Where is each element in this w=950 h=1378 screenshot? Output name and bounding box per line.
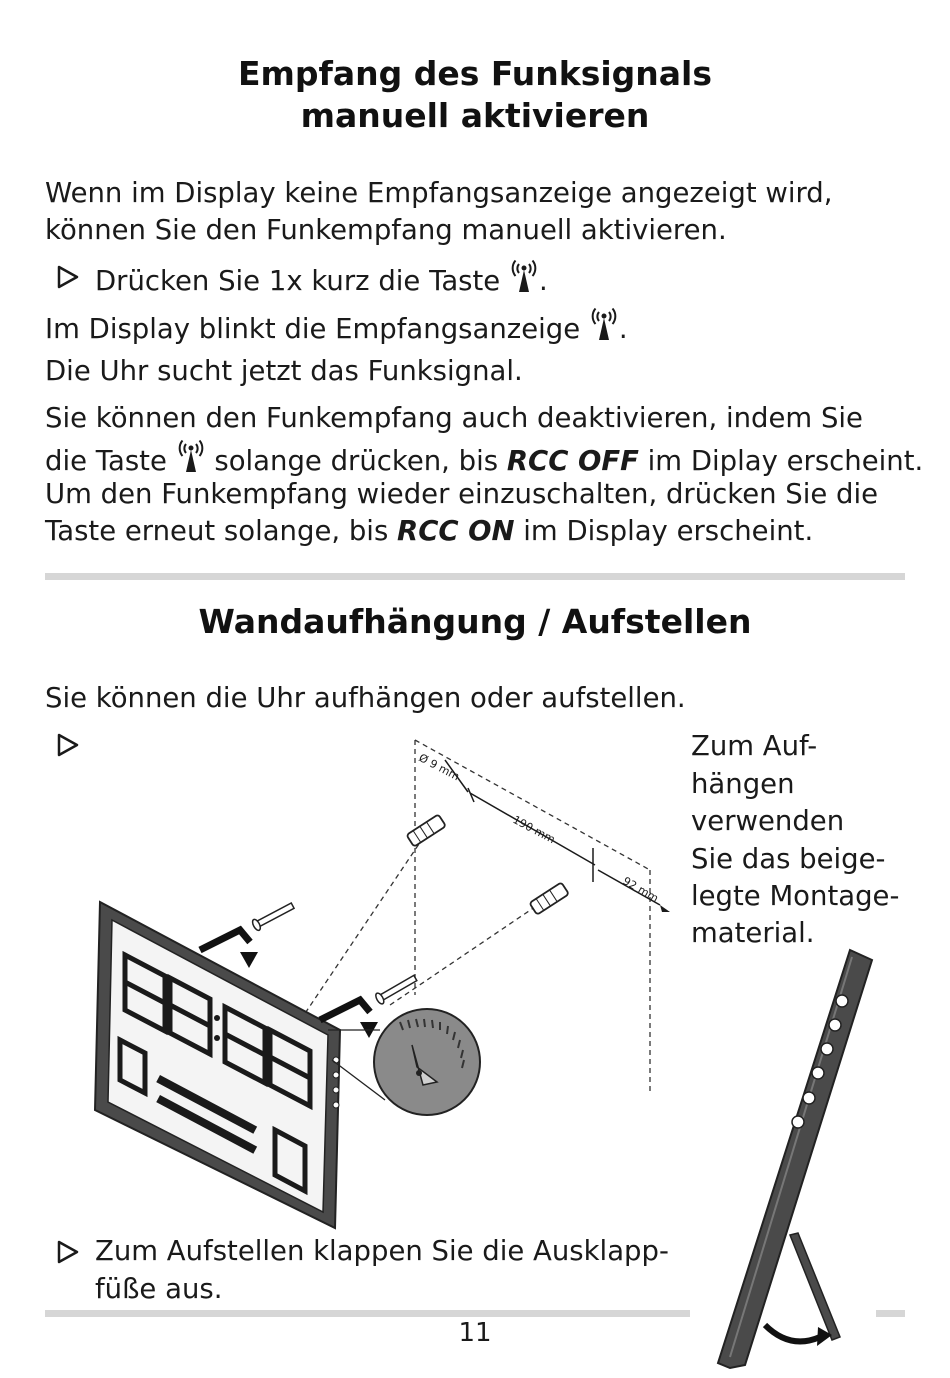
reactivate-line1: Um den Funkempfang wieder einzuschalten, drücken Sie die	[45, 478, 879, 510]
step-triangle-icon	[55, 732, 81, 758]
section2-intro: Sie können die Uhr aufhängen oder aufstellen.	[45, 682, 686, 714]
intro-line1: Wenn im Display keine Empfangsanzeige angezeigt wird,	[45, 177, 833, 209]
mounting-slot-detail	[328, 1009, 480, 1115]
screw-icon	[251, 900, 295, 931]
page-number: 11	[458, 1318, 492, 1348]
step1-text	[95, 258, 548, 301]
hang-line-1: Zum Auf-	[691, 730, 818, 762]
deactivate-b: solange drücken, bis	[214, 445, 499, 477]
width-dimension-label: 190 mm	[510, 813, 558, 847]
search-text: Die Uhr sucht jetzt das Funksignal.	[45, 355, 523, 387]
wall-mount-illustration	[90, 730, 690, 1235]
deactivate-line2	[45, 438, 923, 481]
wall-plug-icon	[529, 882, 568, 914]
reactivate-line2	[45, 513, 813, 551]
antenna-button-icon	[510, 258, 538, 296]
step1-label: Drücken Sie 1x kurz die Taste	[95, 265, 501, 297]
wall-plug-icon	[406, 814, 445, 846]
hang-line-4: Sie das beige-	[691, 843, 886, 875]
deactivate-c: im Diplay erscheint.	[647, 445, 924, 477]
section1-title-line2: manuell aktivieren	[300, 96, 650, 135]
rcc-on-label: RCC ON	[397, 515, 515, 547]
clock-device	[95, 902, 378, 1228]
intro-line2: können Sie den Funkempfang manuell aktivieren.	[45, 214, 727, 246]
deactivate-line1: Sie können den Funkempfang auch deaktivieren, indem Sie	[45, 402, 863, 434]
blink-text	[45, 306, 628, 349]
hole-diameter-label: Ø 9 mm	[416, 751, 462, 784]
step-triangle-icon	[55, 1239, 81, 1265]
step1-end: .	[538, 265, 548, 297]
rcc-off-label: RCC OFF	[506, 445, 639, 477]
reception-indicator-icon	[590, 306, 618, 344]
section-divider	[45, 573, 905, 580]
hang-line-3: verwenden	[691, 805, 845, 837]
section2-title: Wandaufhängung / Aufstellen	[198, 602, 752, 641]
antenna-button-icon	[177, 438, 205, 476]
footer-divider	[45, 1310, 690, 1317]
screw-icon	[374, 973, 418, 1005]
section1-title-line1: Empfang des Funksignals	[237, 54, 713, 93]
reactivate-a: Taste erneut solange, bis	[45, 515, 389, 547]
footer-divider-right	[876, 1310, 905, 1317]
stand-line1: Zum Aufstellen klappen Sie die Ausklapp-	[95, 1235, 669, 1267]
height-dimension-label: 92 mm	[620, 874, 661, 906]
blink-label: Im Display blinkt die Empfangsanzeige	[45, 313, 581, 345]
standing-clock-side-view	[690, 945, 880, 1375]
blink-end: .	[618, 313, 628, 345]
hang-line-2: hängen	[691, 768, 795, 800]
reactivate-c: im Display erscheint.	[523, 515, 814, 547]
deactivate-a: die Taste	[45, 445, 167, 477]
hang-line-5: legte Montage-	[691, 880, 900, 912]
stand-line2: füße aus.	[95, 1273, 223, 1305]
hang-line-6: material.	[691, 917, 815, 949]
step-triangle-icon	[55, 264, 81, 290]
